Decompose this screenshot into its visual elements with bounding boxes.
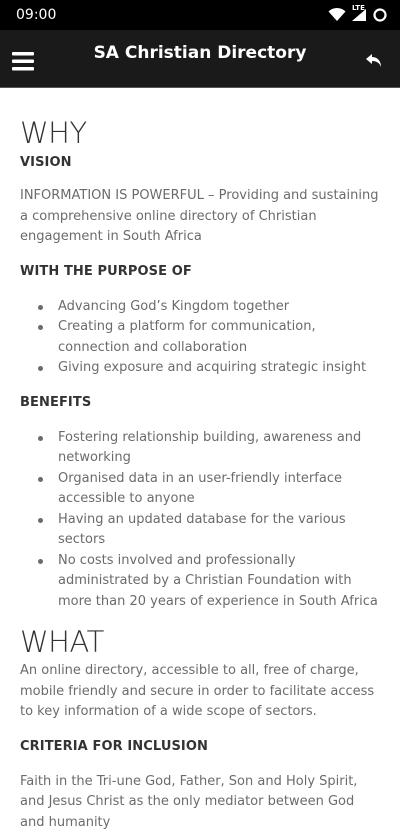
list-item: Fostering relationship building, awareness and networking — [58, 428, 382, 469]
benefits-heading: BENEFITS — [20, 394, 382, 412]
list-item: Advancing God’s Kingdom together — [58, 297, 382, 318]
vision-text: INFORMATION IS POWERFUL – Providing and sustaining a comprehensive online directory of Christian engagement in South Africa — [20, 186, 382, 248]
list-item: Giving exposure and acquiring strategic insight — [58, 358, 382, 379]
status-icons — [328, 7, 388, 23]
purpose-heading: WITH THE PURPOSE OF — [20, 263, 382, 281]
why-title: WHY — [20, 116, 382, 150]
back-arrow-icon[interactable] — [364, 51, 386, 71]
list-item: Organised data in an user-friendly interface accessible to anyone — [58, 469, 382, 510]
app-title: SA Christian Directory — [0, 43, 400, 63]
list-item: Having an updated database for the various sectors — [58, 510, 382, 551]
criteria-text: Faith in the Tri-une God, Father, Son and Holy Spirit, and Jesus Christ as the only mediator between God and humanity — [20, 772, 382, 833]
purpose-list — [20, 297, 382, 379]
benefits-list — [20, 428, 382, 613]
list-item: Creating a platform for communication, connection and collaboration — [58, 317, 382, 358]
content-area — [20, 116, 382, 833]
hamburger-menu-icon[interactable] — [10, 49, 36, 73]
status-time: 09:00 — [16, 7, 56, 23]
list-item: No costs involved and professionally administrated by a Christian Foundation with more than 20 years of experience in South Africa — [58, 551, 382, 613]
what-text: An online directory, accessible to all, free of charge, mobile friendly and secure in order to facilitate access to key information of a wide scope of sectors. — [20, 661, 382, 723]
status-bar — [0, 0, 400, 30]
what-title: WHAT — [20, 625, 382, 659]
network-type-label: LTE — [352, 4, 365, 12]
app-bar — [0, 30, 400, 88]
battery-circle-icon — [372, 7, 388, 23]
vision-heading: VISION — [20, 154, 382, 172]
wifi-icon — [328, 8, 346, 22]
criteria-heading: CRITERIA FOR INCLUSION — [20, 738, 382, 756]
signal-icon — [351, 8, 367, 22]
